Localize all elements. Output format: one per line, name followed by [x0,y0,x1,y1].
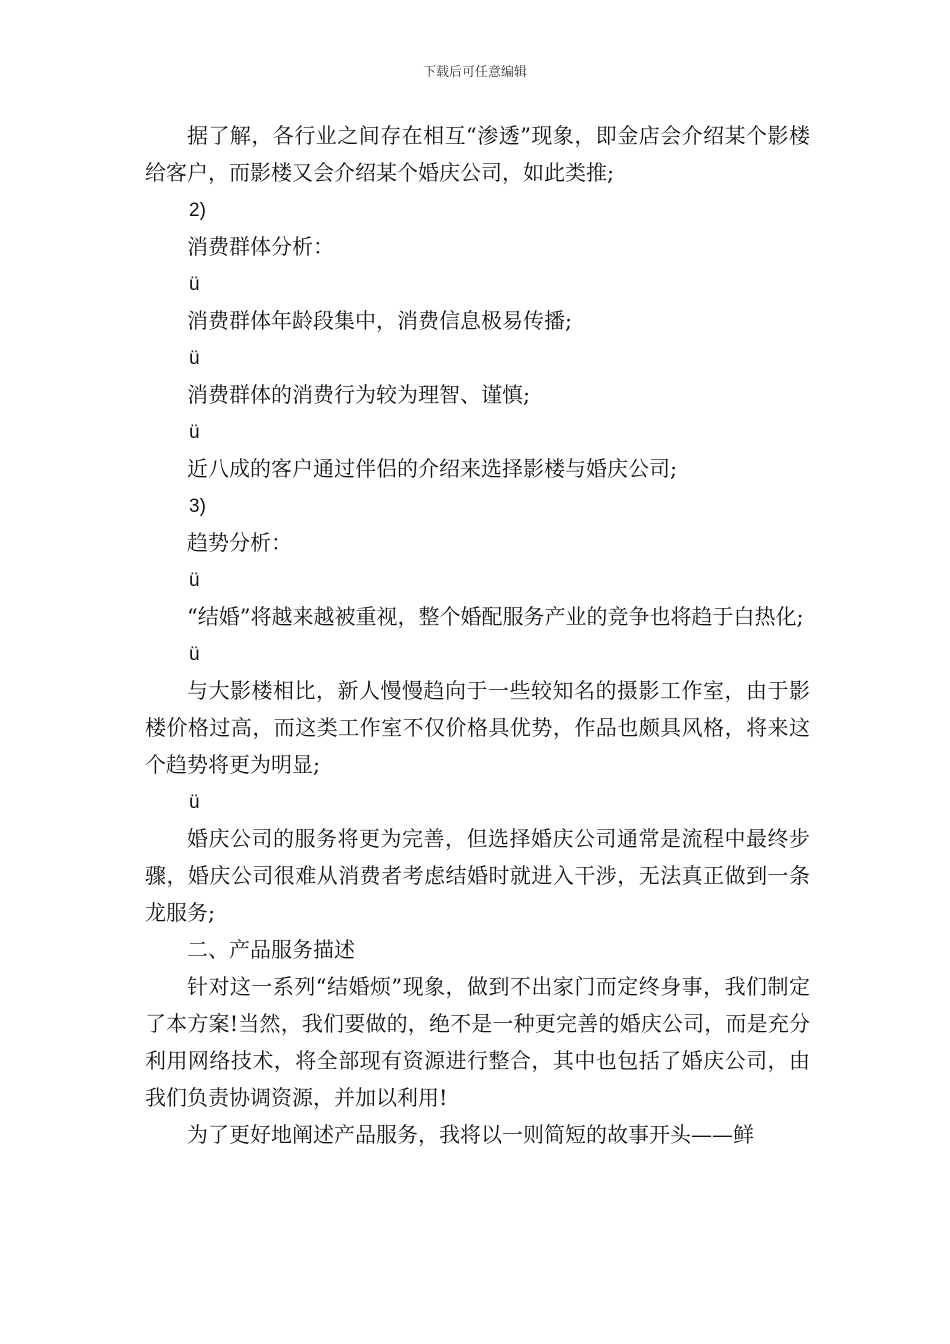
heading-consumer-analysis: 消费群体分析： [187,235,334,259]
paragraph-wedding-company-service: 婚庆公司的服务将更为完善，但选择婚庆公司通常是流程中最终步骤，婚庆公司很难从消费者考虑结婚时就进入干涉，无法真正做到一条龙服务; [145,827,810,925]
paragraph-consumer-age: 消费群体年龄段集中，消费信息极易传播; [187,309,573,333]
list-marker-2: 2) [189,200,206,221]
section-heading-product-service: 二、产品服务描述 [187,938,355,962]
paragraph-story-intro: 为了更好地阐述产品服务，我将以一则简短的故事开头——鲜 [187,1123,754,1147]
bullet-marker: ü [189,348,200,369]
bullet-marker: ü [189,422,200,443]
bullet-marker: ü [189,274,200,295]
list-marker-3: 3) [189,496,206,517]
paragraph-partner-referral: 近八成的客户通过伴侣的介绍来选择影楼与婚庆公司; [187,457,678,481]
paragraph-industry-penetration: 据了解，各行业之间存在相互“渗透”现象，即金店会介绍某个影楼给客户，而影楼又会介绍某个婚庆公司，如此类推; [145,124,810,185]
paragraph-consumer-behavior: 消费群体的消费行为较为理智、谨慎; [187,383,531,407]
heading-trend-analysis: 趋势分析： [187,531,292,555]
document-body [145,118,810,1154]
paragraph-marriage-emphasis: “结婚”将越来越被重视，整个婚配服务产业的竞争也将趋于白热化; [187,605,804,629]
bullet-marker: ü [189,644,200,665]
bullet-marker: ü [189,570,200,591]
paragraph-solution: 针对这一系列“结婚烦”现象，做到不出家门而定终身事，我们制定了本方案!当然，我们要做的，绝不是一种更完善的婚庆公司，而是充分利用网络技术，将全部现有资源进行整合，其中也包括了婚庆公司，由我们负责协调资源，并加以利用! [145,975,810,1110]
paragraph-studio-trend: 与大影楼相比，新人慢慢趋向于一些较知名的摄影工作室，由于影楼价格过高，而这类工作室不仅价格具优势，作品也颇具风格，将来这个趋势将更为明显; [145,679,810,777]
bullet-marker: ü [189,792,200,813]
page-header: 下载后可任意编辑 [422,65,527,80]
